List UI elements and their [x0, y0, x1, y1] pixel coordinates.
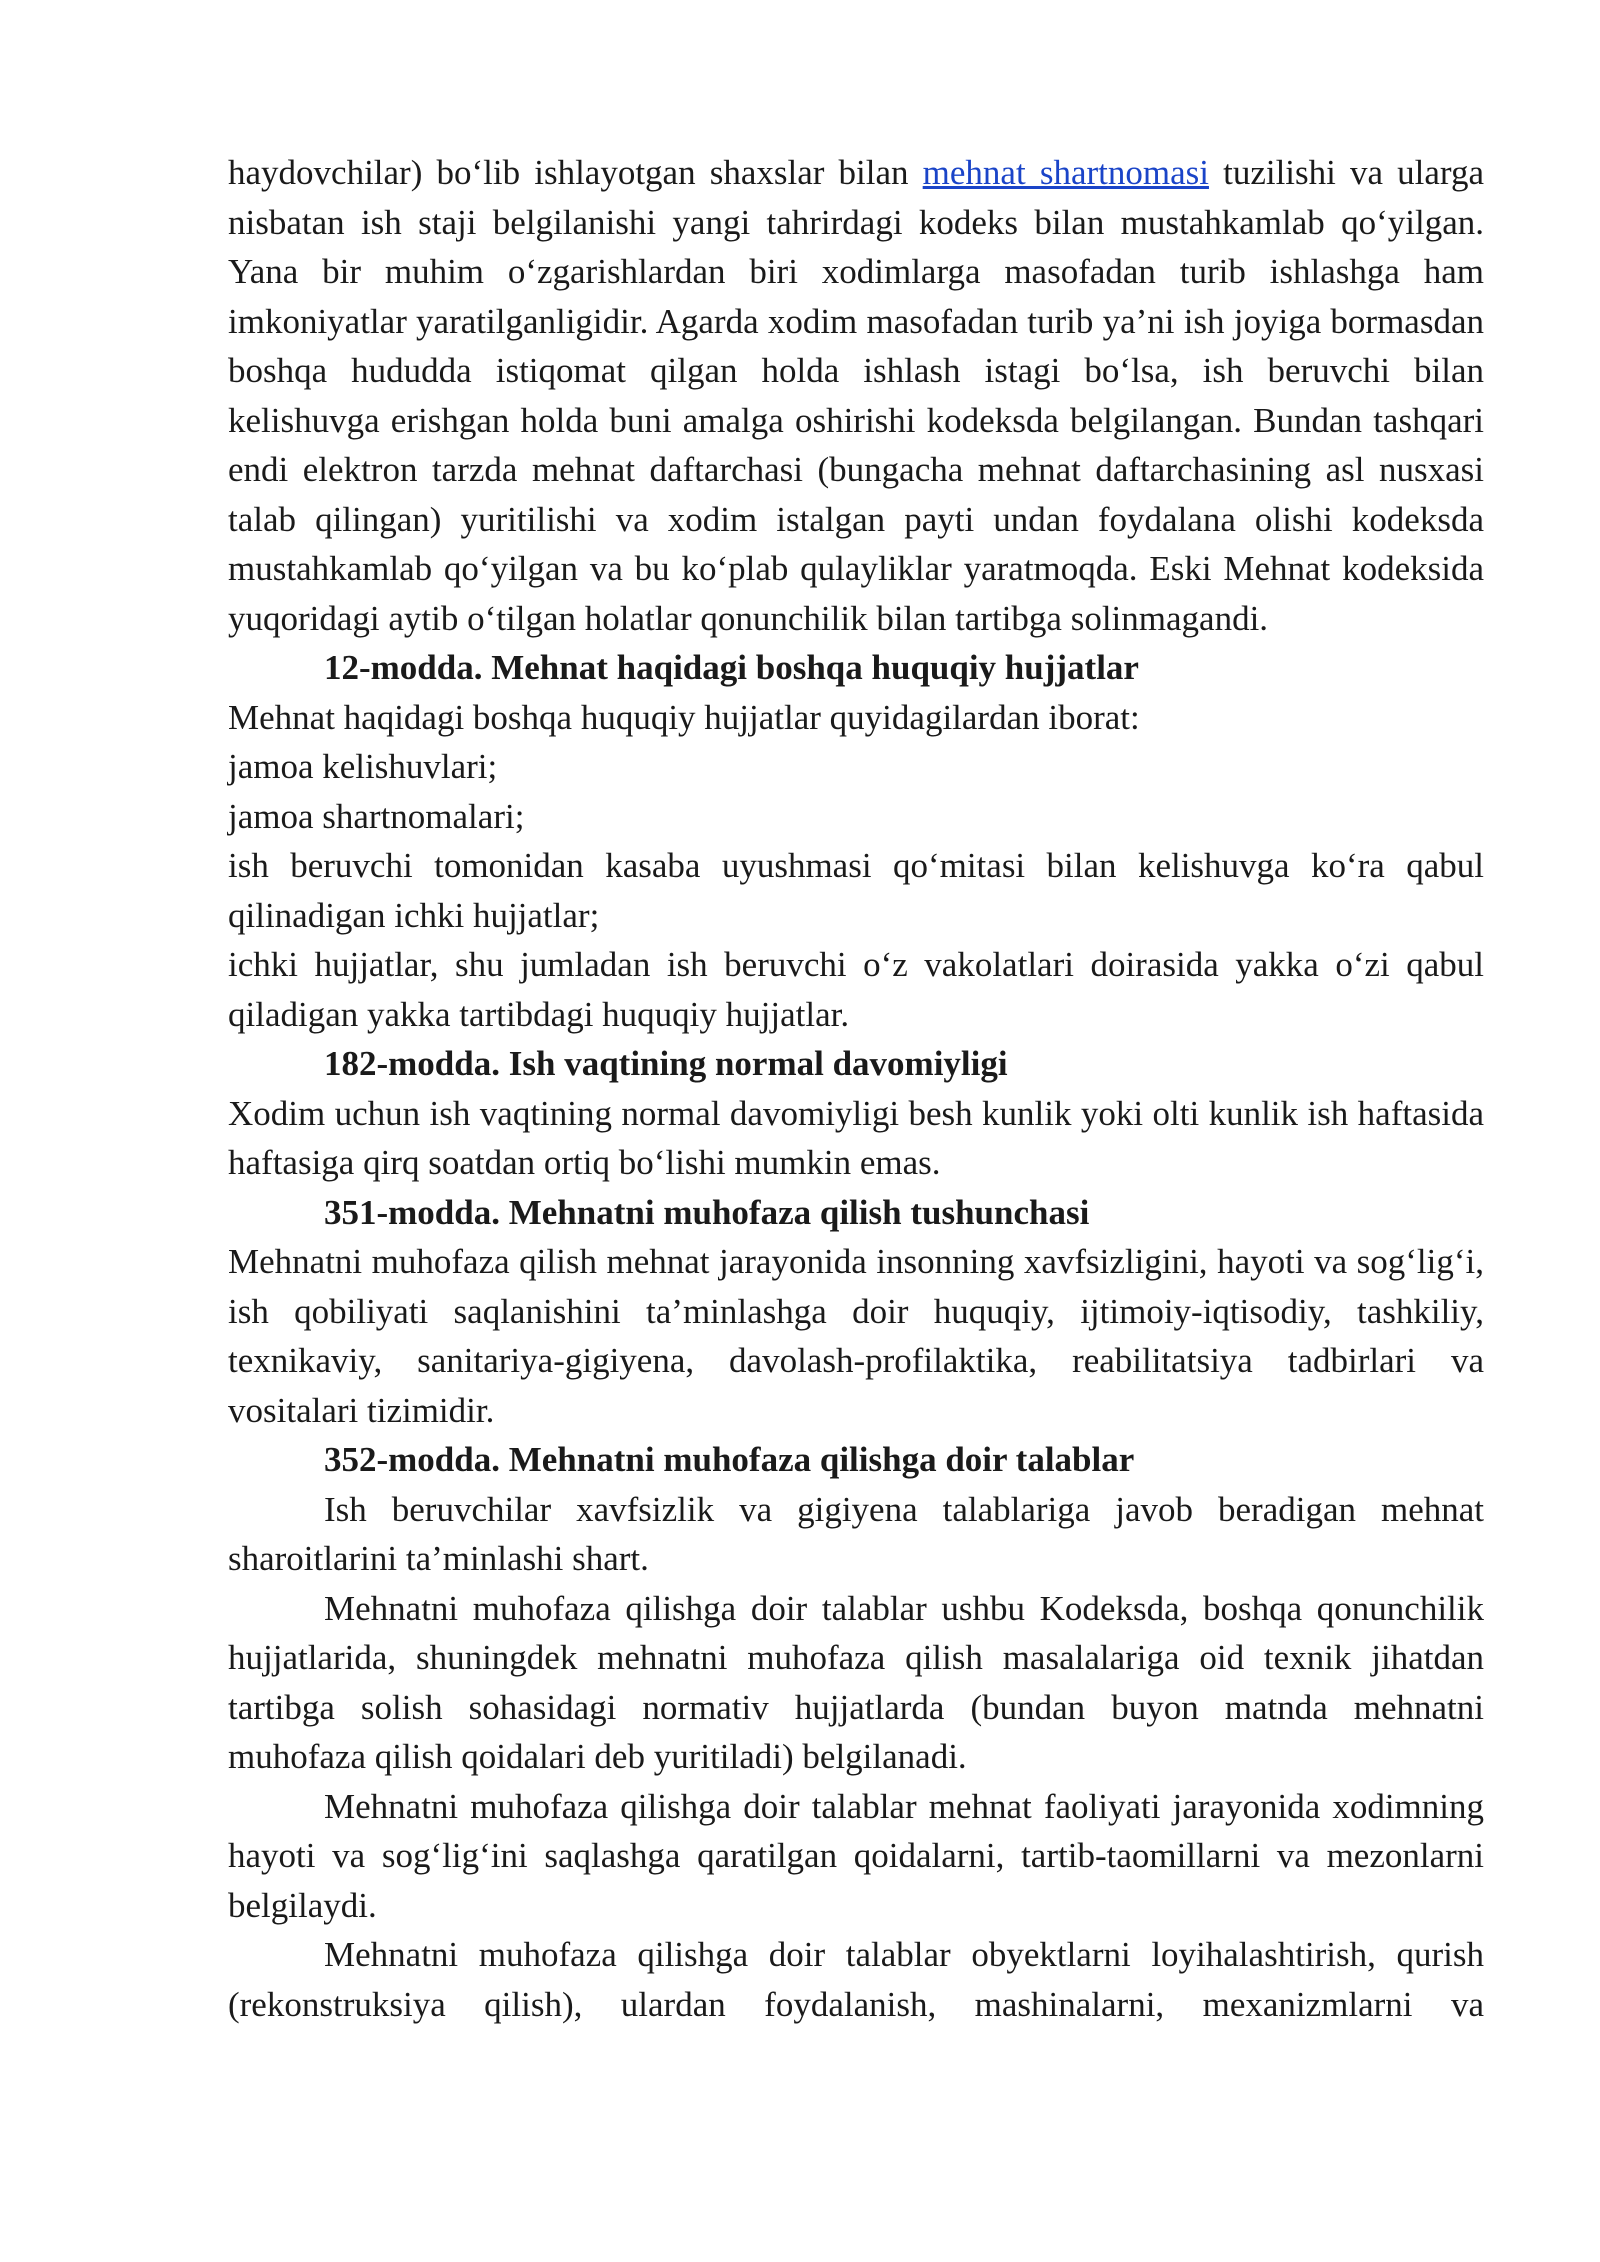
document-page [228, 148, 1484, 2029]
article-351-text: Mehnatni muhofaza qilish mehnat jarayonida insonning xavfsizligini, hayoti va sog‘lig‘i, ish qobiliyati saqlanishini ta’minlashga doir huquqiy, ijtimoiy-iqtisodiy, tashkiliy, texnikaviy, sanitariya-gigiyena, davolash-profilaktika, reabilitatsiya tadbirlari va vositalari tizimidir. [228, 1242, 1484, 1430]
article-352-paragraph: Mehnatni muhofaza qilishga doir talablar ushbu Kodeksda, boshqa qonunchilik hujjatlarida, shuningdek mehnatni muhofaza qilish masalalariga oid texnik jihatdan tartibga solish sohasidagi normativ hujjatlarda (bundan buyon matnda mehnatni muhofaza qilish qoidalari deb yuritiladi) belgilanadi. [228, 1588, 1484, 1776]
article-12-line: Mehnat haqidagi boshqa huquqiy hujjatlar quyidagilardan iborat: [228, 697, 1140, 737]
article-182-heading: 182-modda. Ish vaqtining normal davomiyligi [324, 1044, 1008, 1083]
article-352-heading: 352-modda. Mehnatni muhofaza qilishga doir talablar [324, 1440, 1135, 1479]
article-12-line: jamoa kelishuvlari; [228, 747, 498, 786]
article-182-text: Xodim uchun ish vaqtining normal davomiyligi besh kunlik yoki olti kunlik ish haftasida haftasiga qirq soatdan ortiq bo‘lishi mumkin emas. [228, 1093, 1484, 1182]
article-12-heading: 12-modda. Mehnat haqidagi boshqa huquqiy hujjatlar [324, 648, 1139, 687]
article-352-paragraph: Mehnatni muhofaza qilishga doir talablar obyektlarni loyihalashtirish, qurish (rekonstruksiya qilish), ulardan foydalanish, mashinalarni, mexanizmlarni va [228, 1935, 1484, 2024]
mehnat-shartnomasi-link[interactable]: mehnat shartnomasi [922, 153, 1209, 192]
article-352-paragraph: Mehnatni muhofaza qilishga doir talablar mehnat faoliyati jarayonida xodimning hayoti va sog‘lig‘ini saqlashga qaratilgan qoidalarni, tartib-taomillarni va mezonlarni belgilaydi. [228, 1786, 1484, 1925]
article-12-line: ichki hujjatlar, shu jumladan ish beruvchi o‘z vakolatlari doirasida yakka o‘zi qabul qiladigan yakka tartibdagi huquqiy hujjatlar. [228, 945, 1484, 1034]
article-12-line: jamoa shartnomalari; [228, 796, 525, 836]
article-12-line: ish beruvchi tomonidan kasaba uyushmasi qo‘mitasi bilan kelishuvga ko‘ra qabul qilinadigan ichki hujjatlar; [228, 846, 1484, 935]
article-352-paragraph: Ish beruvchilar xavfsizlik va gigiyena talablariga javob beradigan mehnat sharoitlarini ta’minlashi shart. [228, 1489, 1484, 1578]
article-351-heading: 351-modda. Mehnatni muhofaza qilish tushunchasi [324, 1192, 1090, 1232]
intro-text-before-link: haydovchilar) bo‘lib ishlayotgan shaxslar bilan [228, 153, 923, 192]
intro-paragraph [228, 148, 1484, 643]
intro-text-after-link: tuzilishi va ularga nisbatan ish staji belgilanishi yangi tahrirdagi kodeks bilan mustahkamlab qo‘yilgan. Yana bir muhim o‘zgarishlardan biri xodimlarga masofadan turib ishlashga ham imkoniyatlar yaratilganligidir. Agarda xodim masofadan turib ya’ni ish joyiga bormasdan boshqa hududda istiqomat qilgan holda ishlash istagi bo‘lsa, ish beruvchi bilan kelishuvga erishgan holda buni amalga oshirishi kodeksda belgilangan. Bundan tashqari endi elektron tarzda mehnat daftarchasi (bungacha mehnat daftarchasining asl nusxasi talab qilingan) yuritilishi va xodim istalgan payti undan foydalana olishi kodeksda mustahkamlab qo‘yilgan va bu ko‘plab qulayliklar yaratmoqda. Eski Mehnat kodeksida yuqoridagi aytib o‘tilgan holatlar qonunchilik bilan tartibga solinmagandi. [228, 153, 1484, 638]
